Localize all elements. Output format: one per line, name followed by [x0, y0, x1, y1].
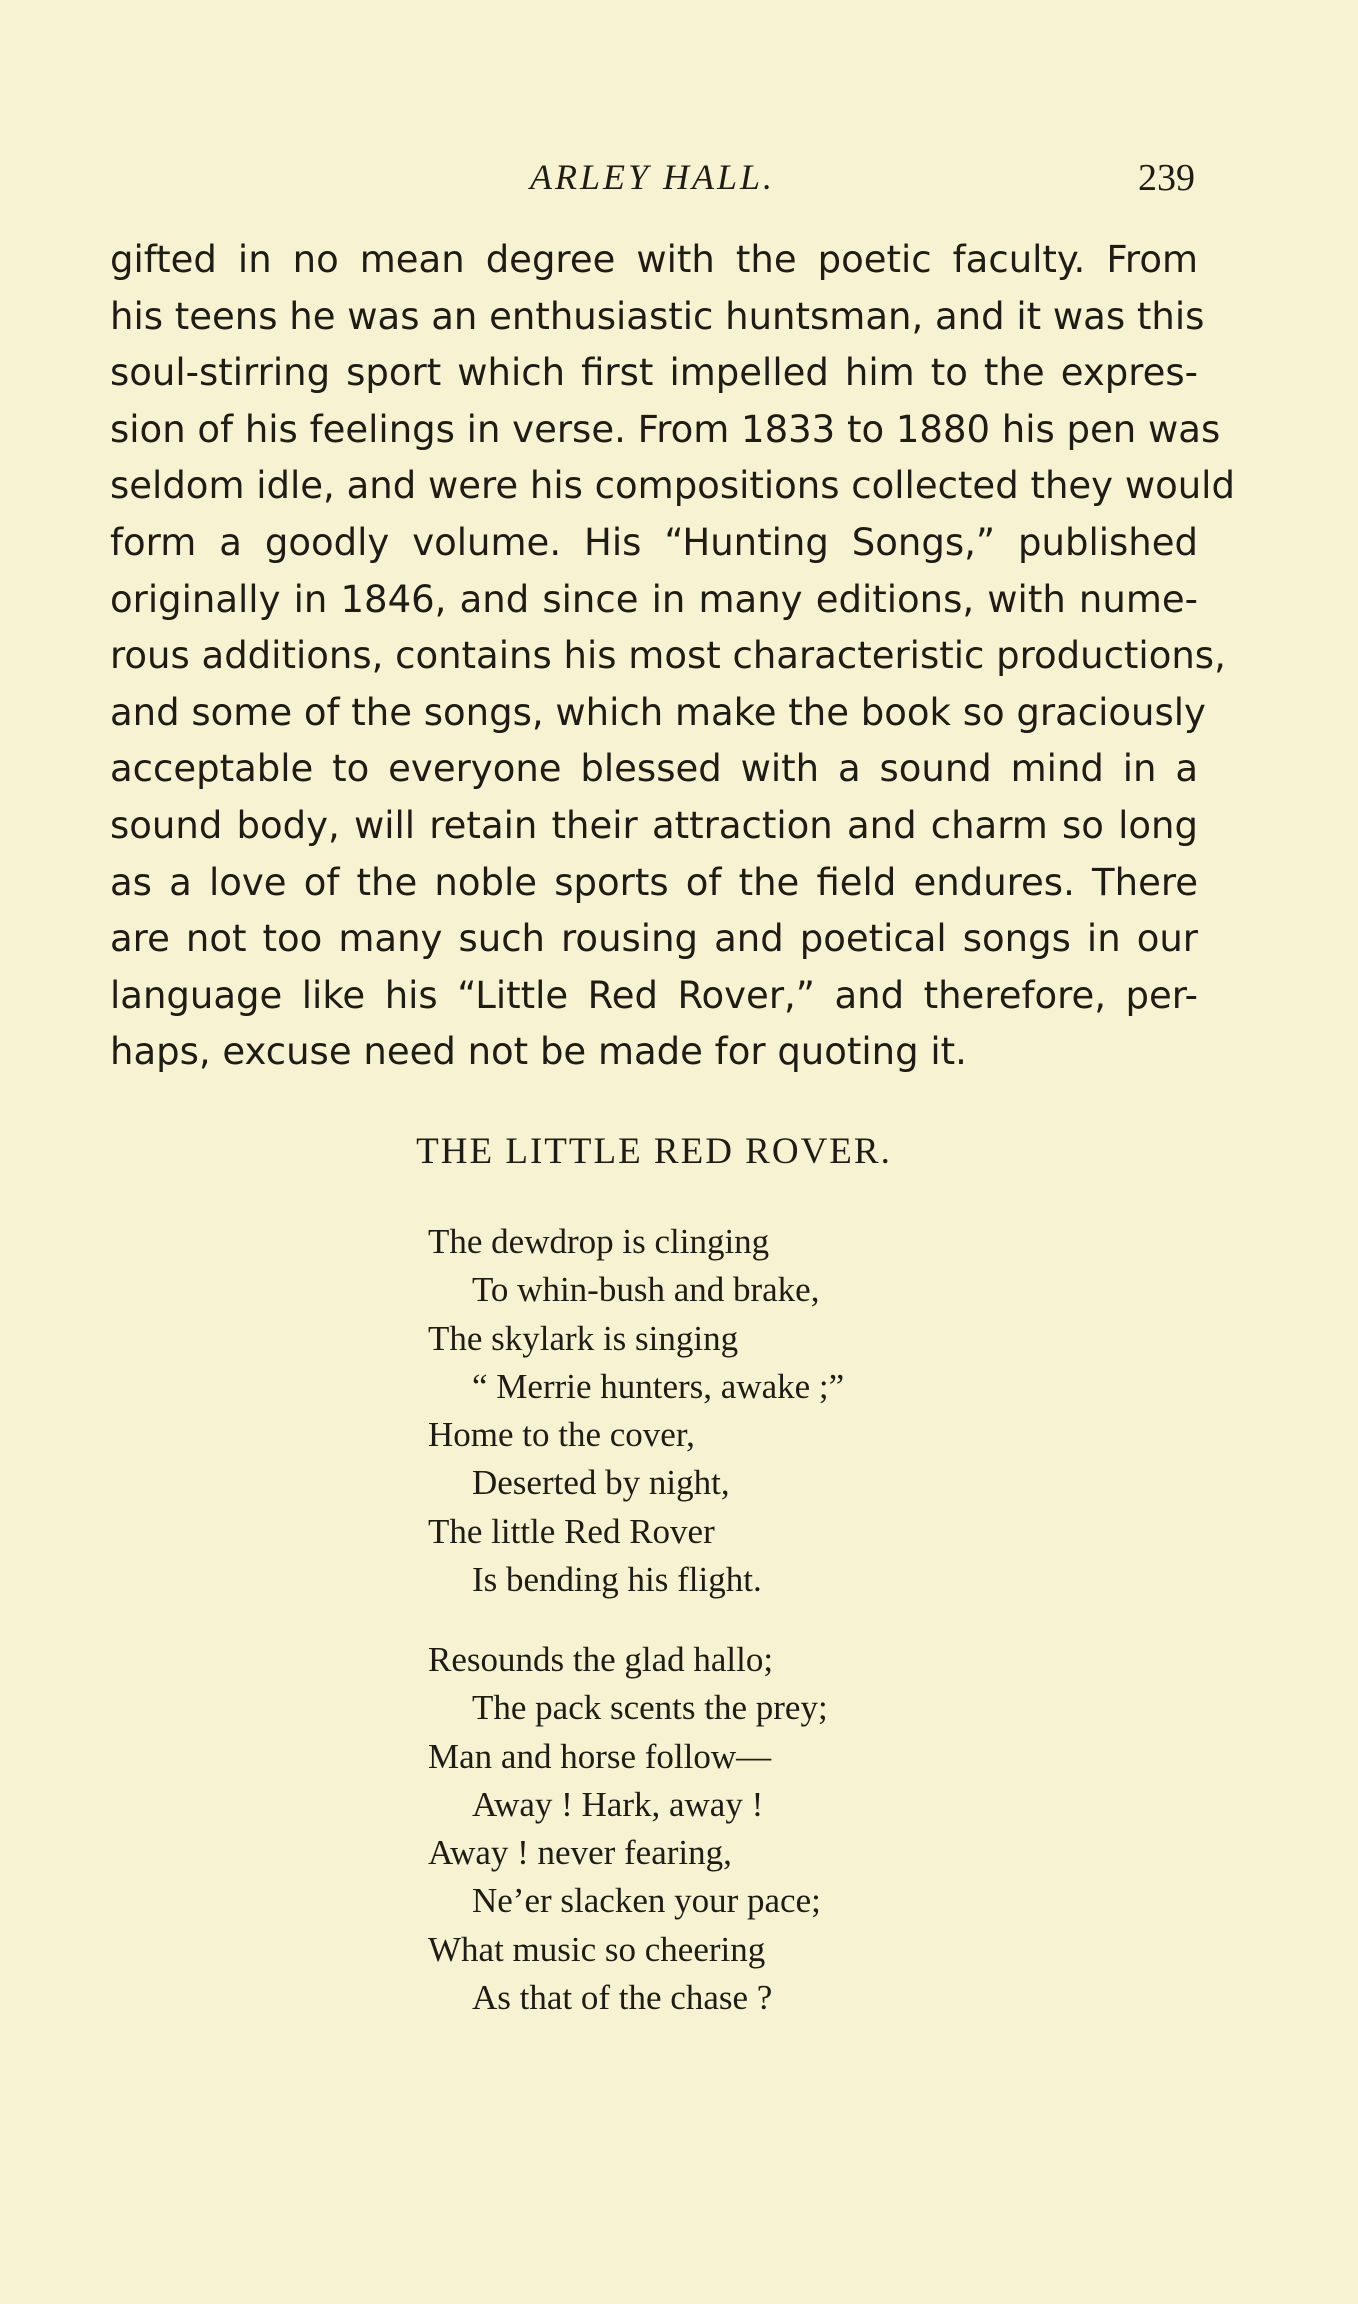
paragraph-line: originally in 1846, and since in many editions, with nume-: [110, 577, 1198, 621]
verse-line: To whin-bush and brake,: [472, 1270, 820, 1310]
verse-line: The dewdrop is clinging: [428, 1222, 770, 1261]
paragraph-line: haps, excuse need not be made for quoting it.: [110, 1030, 967, 1074]
paragraph-line: are not too many such rousing and poetical songs in our: [110, 917, 1198, 961]
poem-stanza: [428, 1636, 1128, 2022]
poem-title: THE LITTLE RED ROVER.: [416, 1131, 892, 1172]
verse-line: “ Merrie hunters, awake ;”: [472, 1366, 845, 1406]
verse-line: What music so cheering: [428, 1929, 766, 1969]
verse-line: Resounds the glad hallo;: [428, 1640, 774, 1679]
verse-line: Ne’er slacken your pace;: [472, 1881, 821, 1921]
verse-line: Away ! Hark, away !: [472, 1784, 764, 1824]
verse-line: Man and horse follow—: [428, 1736, 772, 1776]
paragraph-line: sion of his feelings in verse. From 1833 to 1880 his pen was: [110, 407, 1221, 451]
verse-line: The pack scents the prey;: [472, 1688, 828, 1728]
verse-line: The skylark is singing: [428, 1318, 739, 1358]
poem-stanza: [428, 1218, 1128, 1604]
verse-line: Is bending his flight.: [472, 1560, 762, 1600]
paragraph-line: form a goodly volume. His “Hunting Songs,” published: [110, 520, 1198, 564]
verse-line: Deserted by night,: [472, 1463, 730, 1503]
verse-line: Home to the cover,: [428, 1415, 695, 1455]
page-number: 239: [1138, 157, 1195, 199]
paragraph-line: soul-stirring sport which first impelled him to the expres-: [110, 351, 1198, 395]
paragraph-line: acceptable to everyone blessed with a sound mind in a: [110, 747, 1198, 791]
paragraph-line: rous additions, contains his most characteristic productions,: [110, 634, 1226, 678]
running-title: ARLEY HALL.: [529, 157, 776, 197]
paragraph-line: gifted in no mean degree with the poetic faculty. From: [110, 238, 1198, 281]
body-paragraph: [110, 232, 1235, 1081]
running-head: [110, 150, 1195, 210]
paragraph-line: seldom idle, and were his compositions collected they would: [110, 464, 1235, 508]
verse-line: Away ! never fearing,: [428, 1833, 732, 1873]
paragraph-line: his teens he was an enthusiastic huntsman, and it was this: [110, 294, 1205, 338]
verse-line: The little Red Rover: [428, 1511, 715, 1551]
verse-line: As that of the chase ?: [472, 1978, 773, 2018]
paragraph-line: language like his “Little Red Rover,” and therefore, per-: [110, 973, 1198, 1017]
paragraph-line: and some of the songs, which make the book so graciously: [110, 690, 1206, 734]
paragraph-line: as a love of the noble sports of the field endures. There: [110, 860, 1198, 904]
paragraph-line: sound body, will retain their attraction and charm so long: [110, 803, 1198, 847]
